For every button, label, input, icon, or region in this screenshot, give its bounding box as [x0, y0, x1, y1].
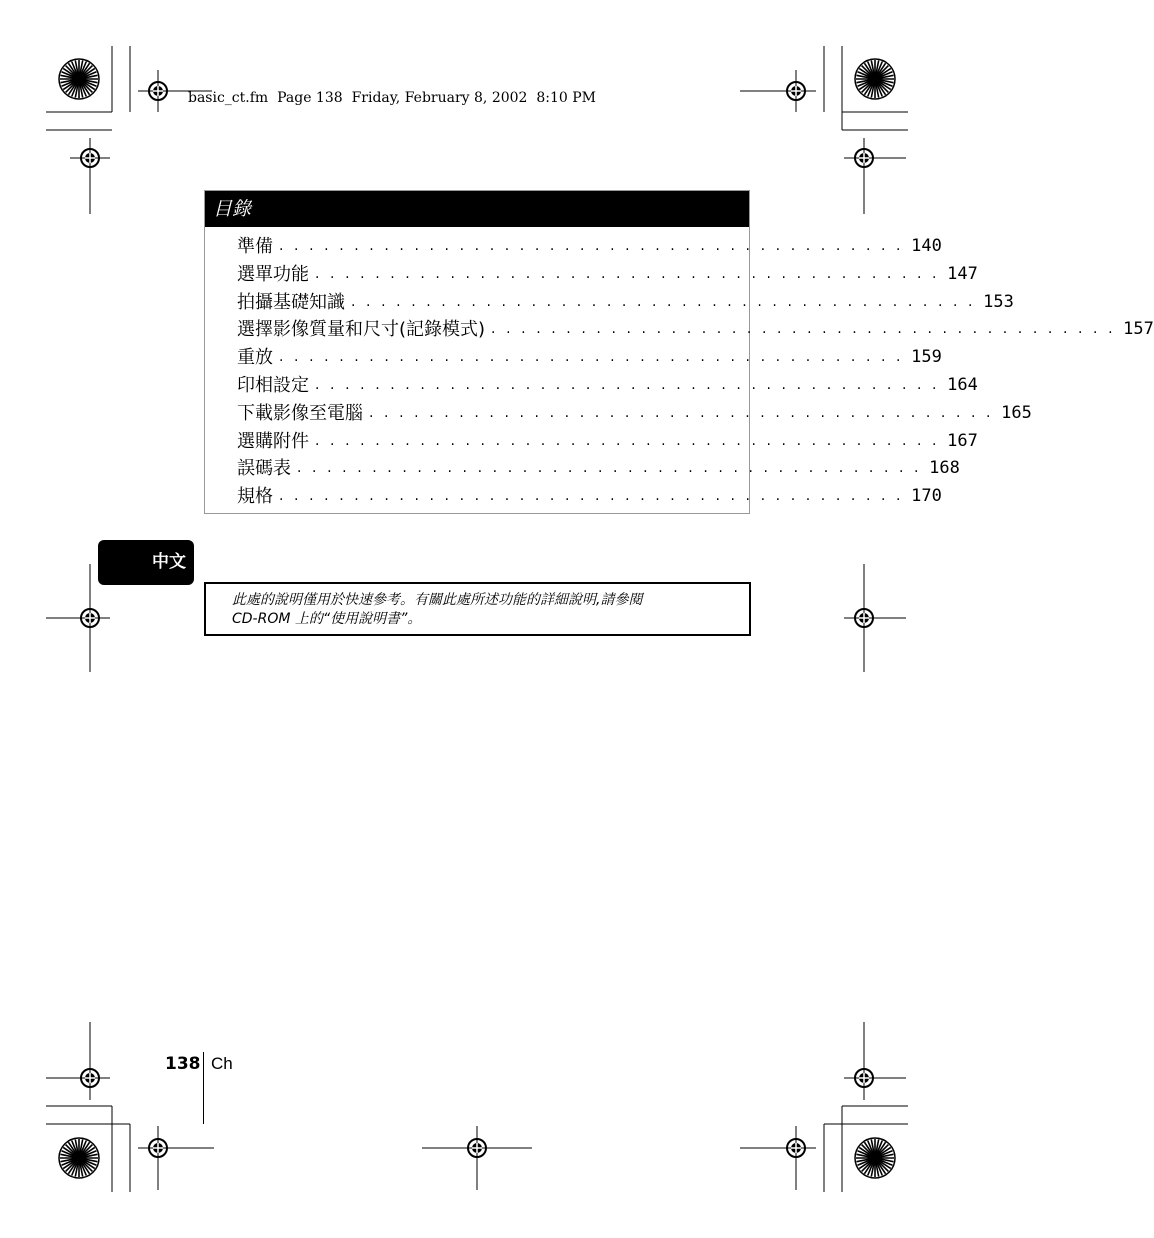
toc-leader-dots: ..........................................: [279, 488, 912, 505]
toc-entry[interactable]: [237, 483, 942, 511]
note-box: [204, 582, 751, 636]
toc-entry-page: 167: [947, 430, 978, 451]
footer-divider: [203, 1052, 204, 1124]
toc-title: 目錄: [205, 191, 749, 227]
toc-leader-dots: ..........................................: [297, 460, 930, 477]
slug-filename: basic_ct.fm: [188, 90, 269, 106]
toc-entry-page: 159: [911, 347, 942, 368]
toc-entry-label: 印相設定: [237, 374, 309, 396]
toc-entry-page: 164: [947, 374, 978, 395]
toc-list: [205, 227, 1154, 511]
toc-entry[interactable]: [237, 400, 1032, 428]
slug-header: [188, 90, 596, 106]
toc-entry[interactable]: [237, 455, 960, 483]
toc-leader-dots: ..........................................: [315, 265, 948, 282]
note-line-2: CD-ROM 上的“使用說明書”。: [232, 611, 422, 627]
toc-entry-page: 147: [947, 263, 978, 284]
toc-leader-dots: ..........................................: [279, 238, 912, 254]
toc-leader-dots: ..........................................: [491, 321, 1124, 338]
toc-leader-dots: ..........................................: [315, 432, 948, 449]
toc-entry-label: 誤碼表: [237, 458, 291, 480]
toc-entry[interactable]: [237, 372, 978, 400]
toc-entry-page: 153: [983, 291, 1014, 312]
toc-entry[interactable]: [237, 344, 942, 372]
toc-entry-page: 140: [911, 236, 942, 256]
toc-entry[interactable]: [237, 316, 1154, 344]
toc-entry-label: 準備: [237, 236, 273, 257]
footer-language: Ch: [211, 1054, 233, 1073]
toc-entry-page: 165: [1001, 402, 1032, 423]
toc-leader-dots: ..........................................: [369, 404, 1002, 421]
page-number: 138: [165, 1054, 201, 1074]
language-tab: 中文: [98, 540, 194, 585]
toc-entry-label: 選擇影像質量和尺寸(記錄模式): [237, 319, 486, 341]
toc-entry[interactable]: [237, 428, 978, 456]
toc-entry-label: 選單功能: [237, 263, 309, 285]
toc-entry[interactable]: [237, 233, 942, 261]
toc-entry[interactable]: [237, 289, 1014, 317]
toc-entry[interactable]: [237, 261, 978, 289]
toc-entry-label: 重放: [237, 347, 273, 369]
toc-entry-label: 下載影像至電腦: [237, 402, 363, 424]
slug-time: 8:10 PM: [536, 90, 597, 106]
toc-entry-page: 170: [911, 486, 942, 507]
toc-leader-dots: ..........................................: [279, 349, 912, 366]
slug-page: Page 138: [277, 90, 343, 106]
toc-entry-page: 157: [1123, 319, 1154, 340]
toc-entry-page: 168: [929, 458, 960, 479]
toc-entry-label: 拍攝基礎知識: [237, 291, 345, 313]
toc-entry-label: 規格: [237, 486, 273, 508]
note-line-1: 此處的說明僅用於快速參考。有關此處所述功能的詳細說明,請參閱: [232, 592, 643, 608]
slug-date: Friday, February 8, 2002: [351, 90, 528, 106]
table-of-contents: [204, 190, 1154, 514]
toc-leader-dots: ..........................................: [315, 376, 948, 393]
toc-leader-dots: ..........................................: [351, 293, 984, 310]
toc-entry-label: 選購附件: [237, 430, 309, 452]
